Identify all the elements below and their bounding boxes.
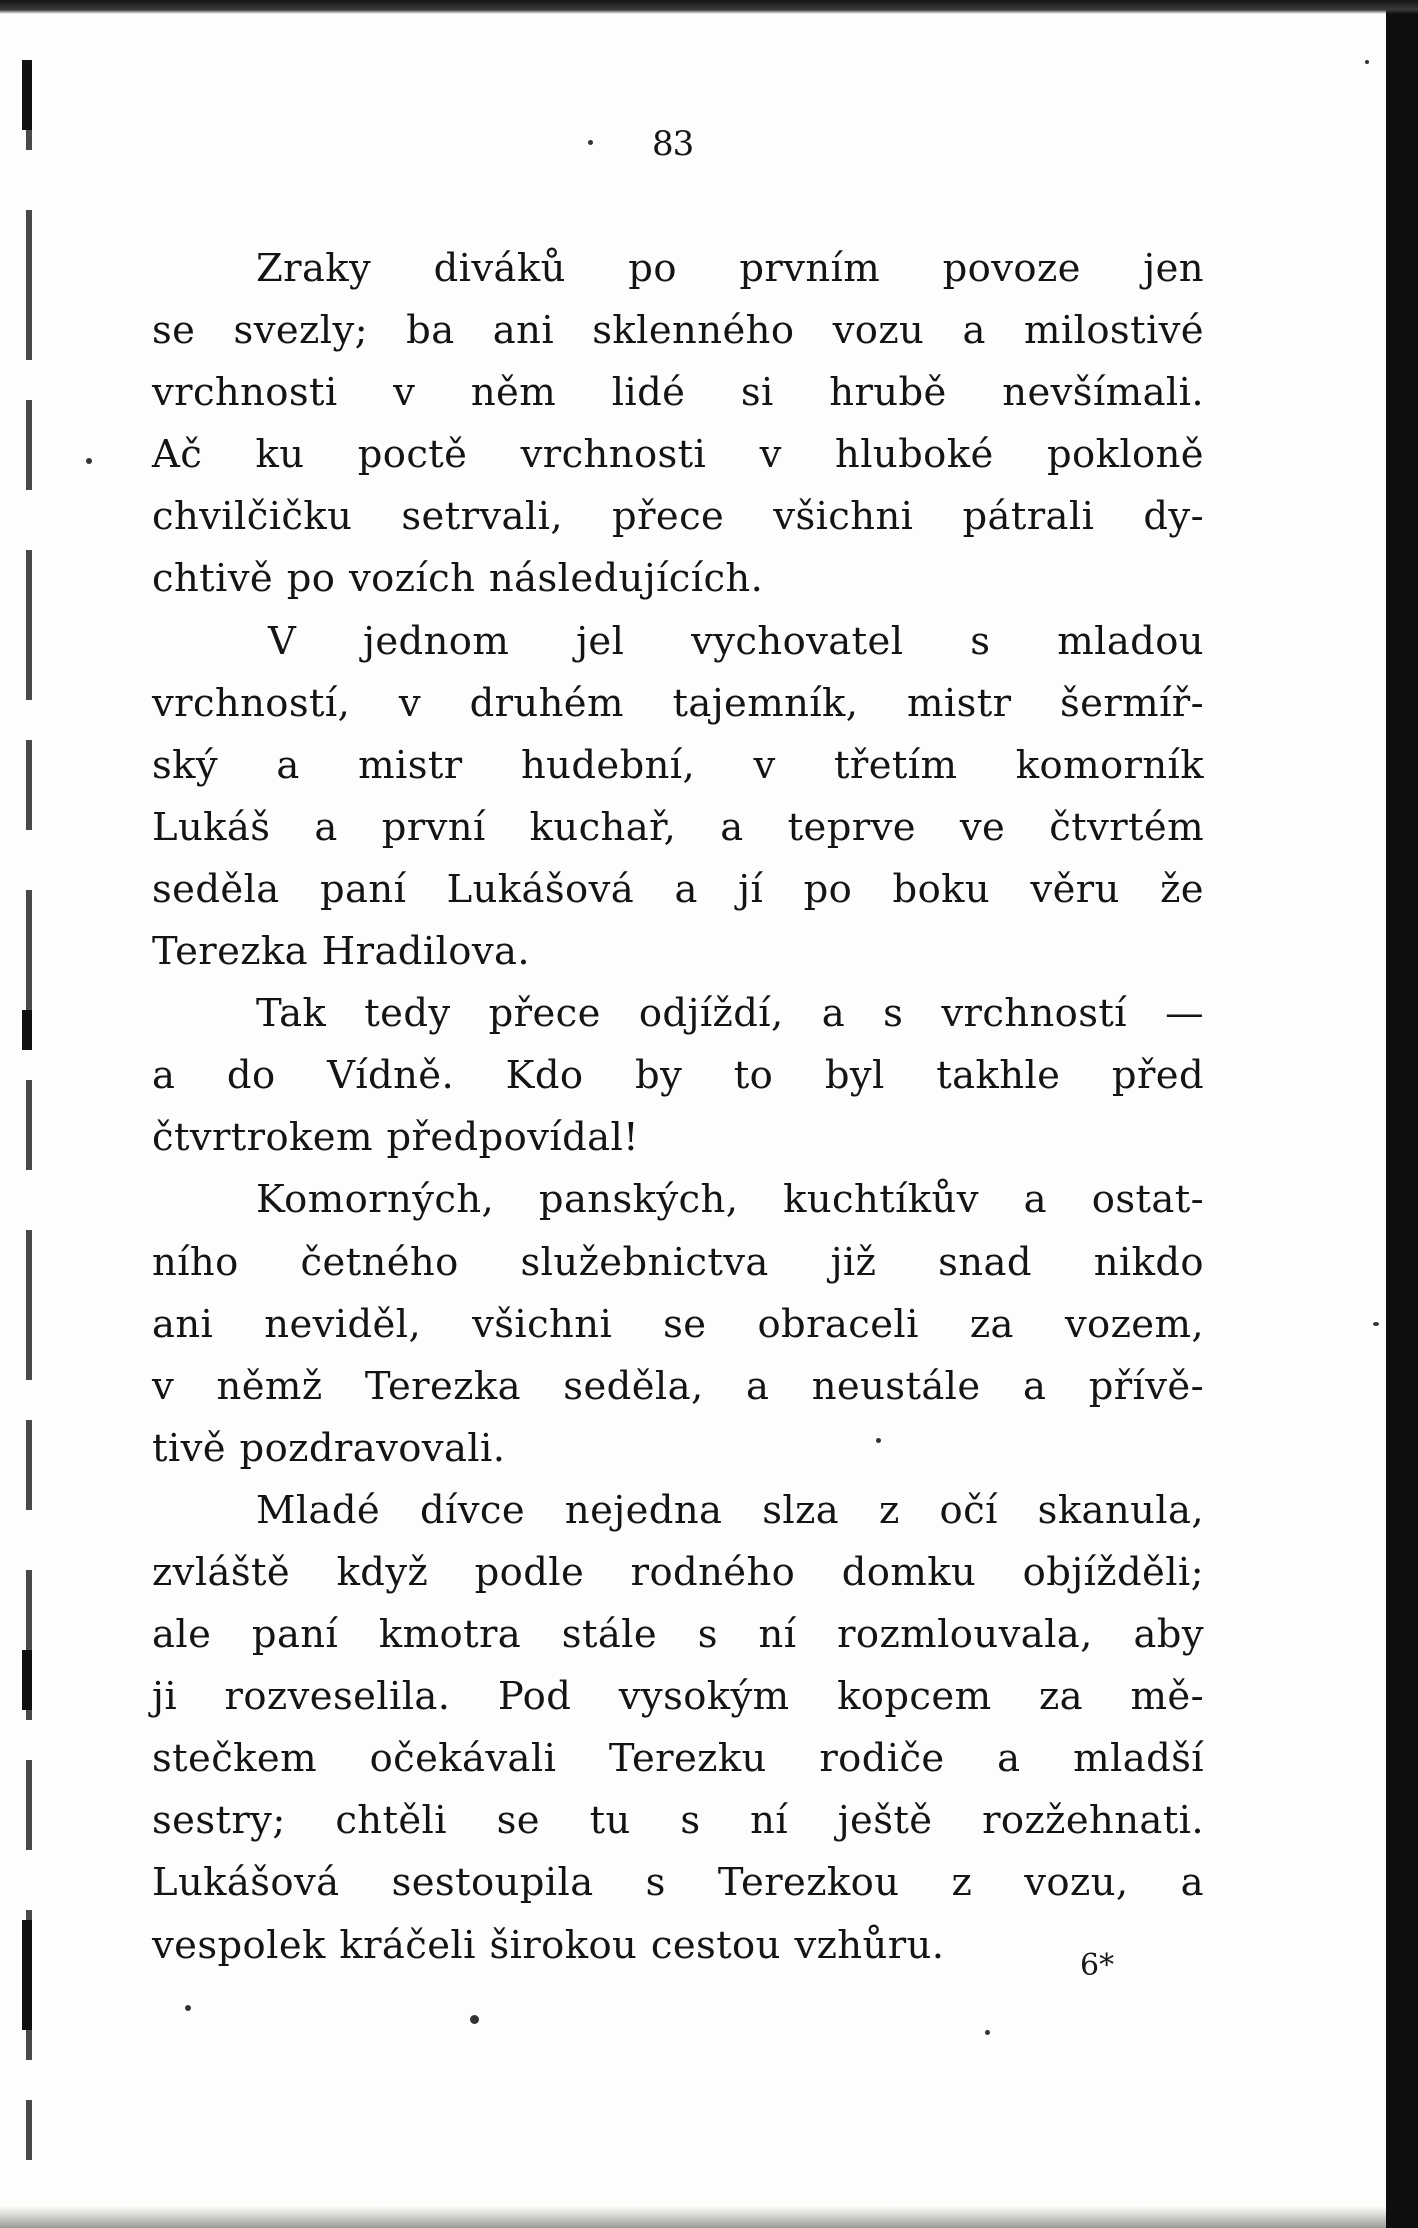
text-line: tivě pozdravovali. xyxy=(152,1425,506,1471)
scan-edge-right xyxy=(1386,0,1418,2228)
binding-mark xyxy=(22,1010,32,1050)
binding-mark xyxy=(22,1650,32,1710)
text-line: v němž Terezka seděla, a neustále a přívě- xyxy=(152,1363,1204,1409)
paper-speck xyxy=(185,2005,191,2011)
text-line: zvláště když podle rodného domku objížděli; xyxy=(152,1549,1204,1595)
text-line: čtvrtrokem předpovídal! xyxy=(152,1115,640,1161)
scan-edge-top xyxy=(0,0,1418,14)
body-text xyxy=(152,238,1204,1977)
paragraph xyxy=(152,1169,1204,1479)
text-line: Ač ku poctě vrchnosti v hluboké pokloně xyxy=(152,432,1204,478)
paper-speck xyxy=(86,458,92,464)
paper-speck xyxy=(470,2015,479,2024)
text-line: vespolek kráčeli širokou cestou vzhůru. xyxy=(152,1922,945,1968)
text-line: Lukášová sestoupila s Terezkou z vozu, a xyxy=(152,1860,1204,1906)
text-line: Mladé dívce nejedna slza z očí skanula, xyxy=(256,1487,1204,1533)
text-line: vrchnosti v něm lidé si hrubě nevšímali. xyxy=(152,370,1204,416)
text-line: Komorných, panských, kuchtíkův a ostat- xyxy=(256,1177,1204,1223)
text-line: ale paní kmotra stále s ní rozmlouvala, aby xyxy=(152,1612,1204,1658)
text-line: Zraky diváků po prvním povoze jen xyxy=(256,246,1204,291)
text-line: Tak tedy přece odjíždí, a s vrchností — xyxy=(256,991,1204,1037)
scan-edge-bottom xyxy=(0,2206,1386,2228)
text-line: ního četného služebnictva již snad nikdo xyxy=(152,1239,1204,1285)
text-line: stečkem očekávali Terezku rodiče a mladší xyxy=(152,1736,1204,1782)
paper-speck xyxy=(1373,1322,1379,1326)
text-line: V jednom jel vychovatel s mladou xyxy=(268,618,1204,664)
page-number: 83 xyxy=(652,124,694,164)
text-line: sestry; chtěli se tu s ní ještě rozžehnati. xyxy=(152,1798,1204,1844)
paper-speck xyxy=(1365,60,1369,64)
paragraph xyxy=(152,1480,1204,1977)
signature-mark: 6* xyxy=(1080,1948,1115,1983)
text-line: Terezka Hradilova. xyxy=(152,929,530,975)
text-line: se svezly; ba ani sklenného vozu a milostivé xyxy=(152,308,1204,354)
paragraph xyxy=(152,611,1204,984)
binding-mark xyxy=(22,1920,32,2030)
text-line: seděla paní Lukášová a jí po boku věru že xyxy=(152,866,1204,912)
text-line: chtivě po vozích následujících. xyxy=(152,556,764,602)
binding-edge xyxy=(26,60,32,2160)
text-line: Lukáš a první kuchař, a teprve ve čtvrtém xyxy=(152,804,1204,850)
text-line: vrchností, v druhém tajemník, mistr šermíř- xyxy=(152,680,1204,726)
paragraph xyxy=(152,983,1204,1169)
text-line: ský a mistr hudební, v třetím komorník xyxy=(152,742,1204,788)
text-line: ani neviděl, všichni se obraceli za vozem, xyxy=(152,1301,1204,1347)
paragraph xyxy=(152,238,1204,611)
paper-speck xyxy=(876,1438,881,1443)
text-line: chvilčičku setrvali, přece všichni pátrali dy- xyxy=(152,494,1204,540)
binding-mark xyxy=(22,60,32,130)
text-line: ji rozveselila. Pod vysokým kopcem za mě- xyxy=(152,1674,1204,1720)
paper-speck xyxy=(985,2030,990,2035)
text-line: a do Vídně. Kdo by to byl takhle před xyxy=(152,1053,1204,1099)
paper-speck xyxy=(588,140,593,145)
